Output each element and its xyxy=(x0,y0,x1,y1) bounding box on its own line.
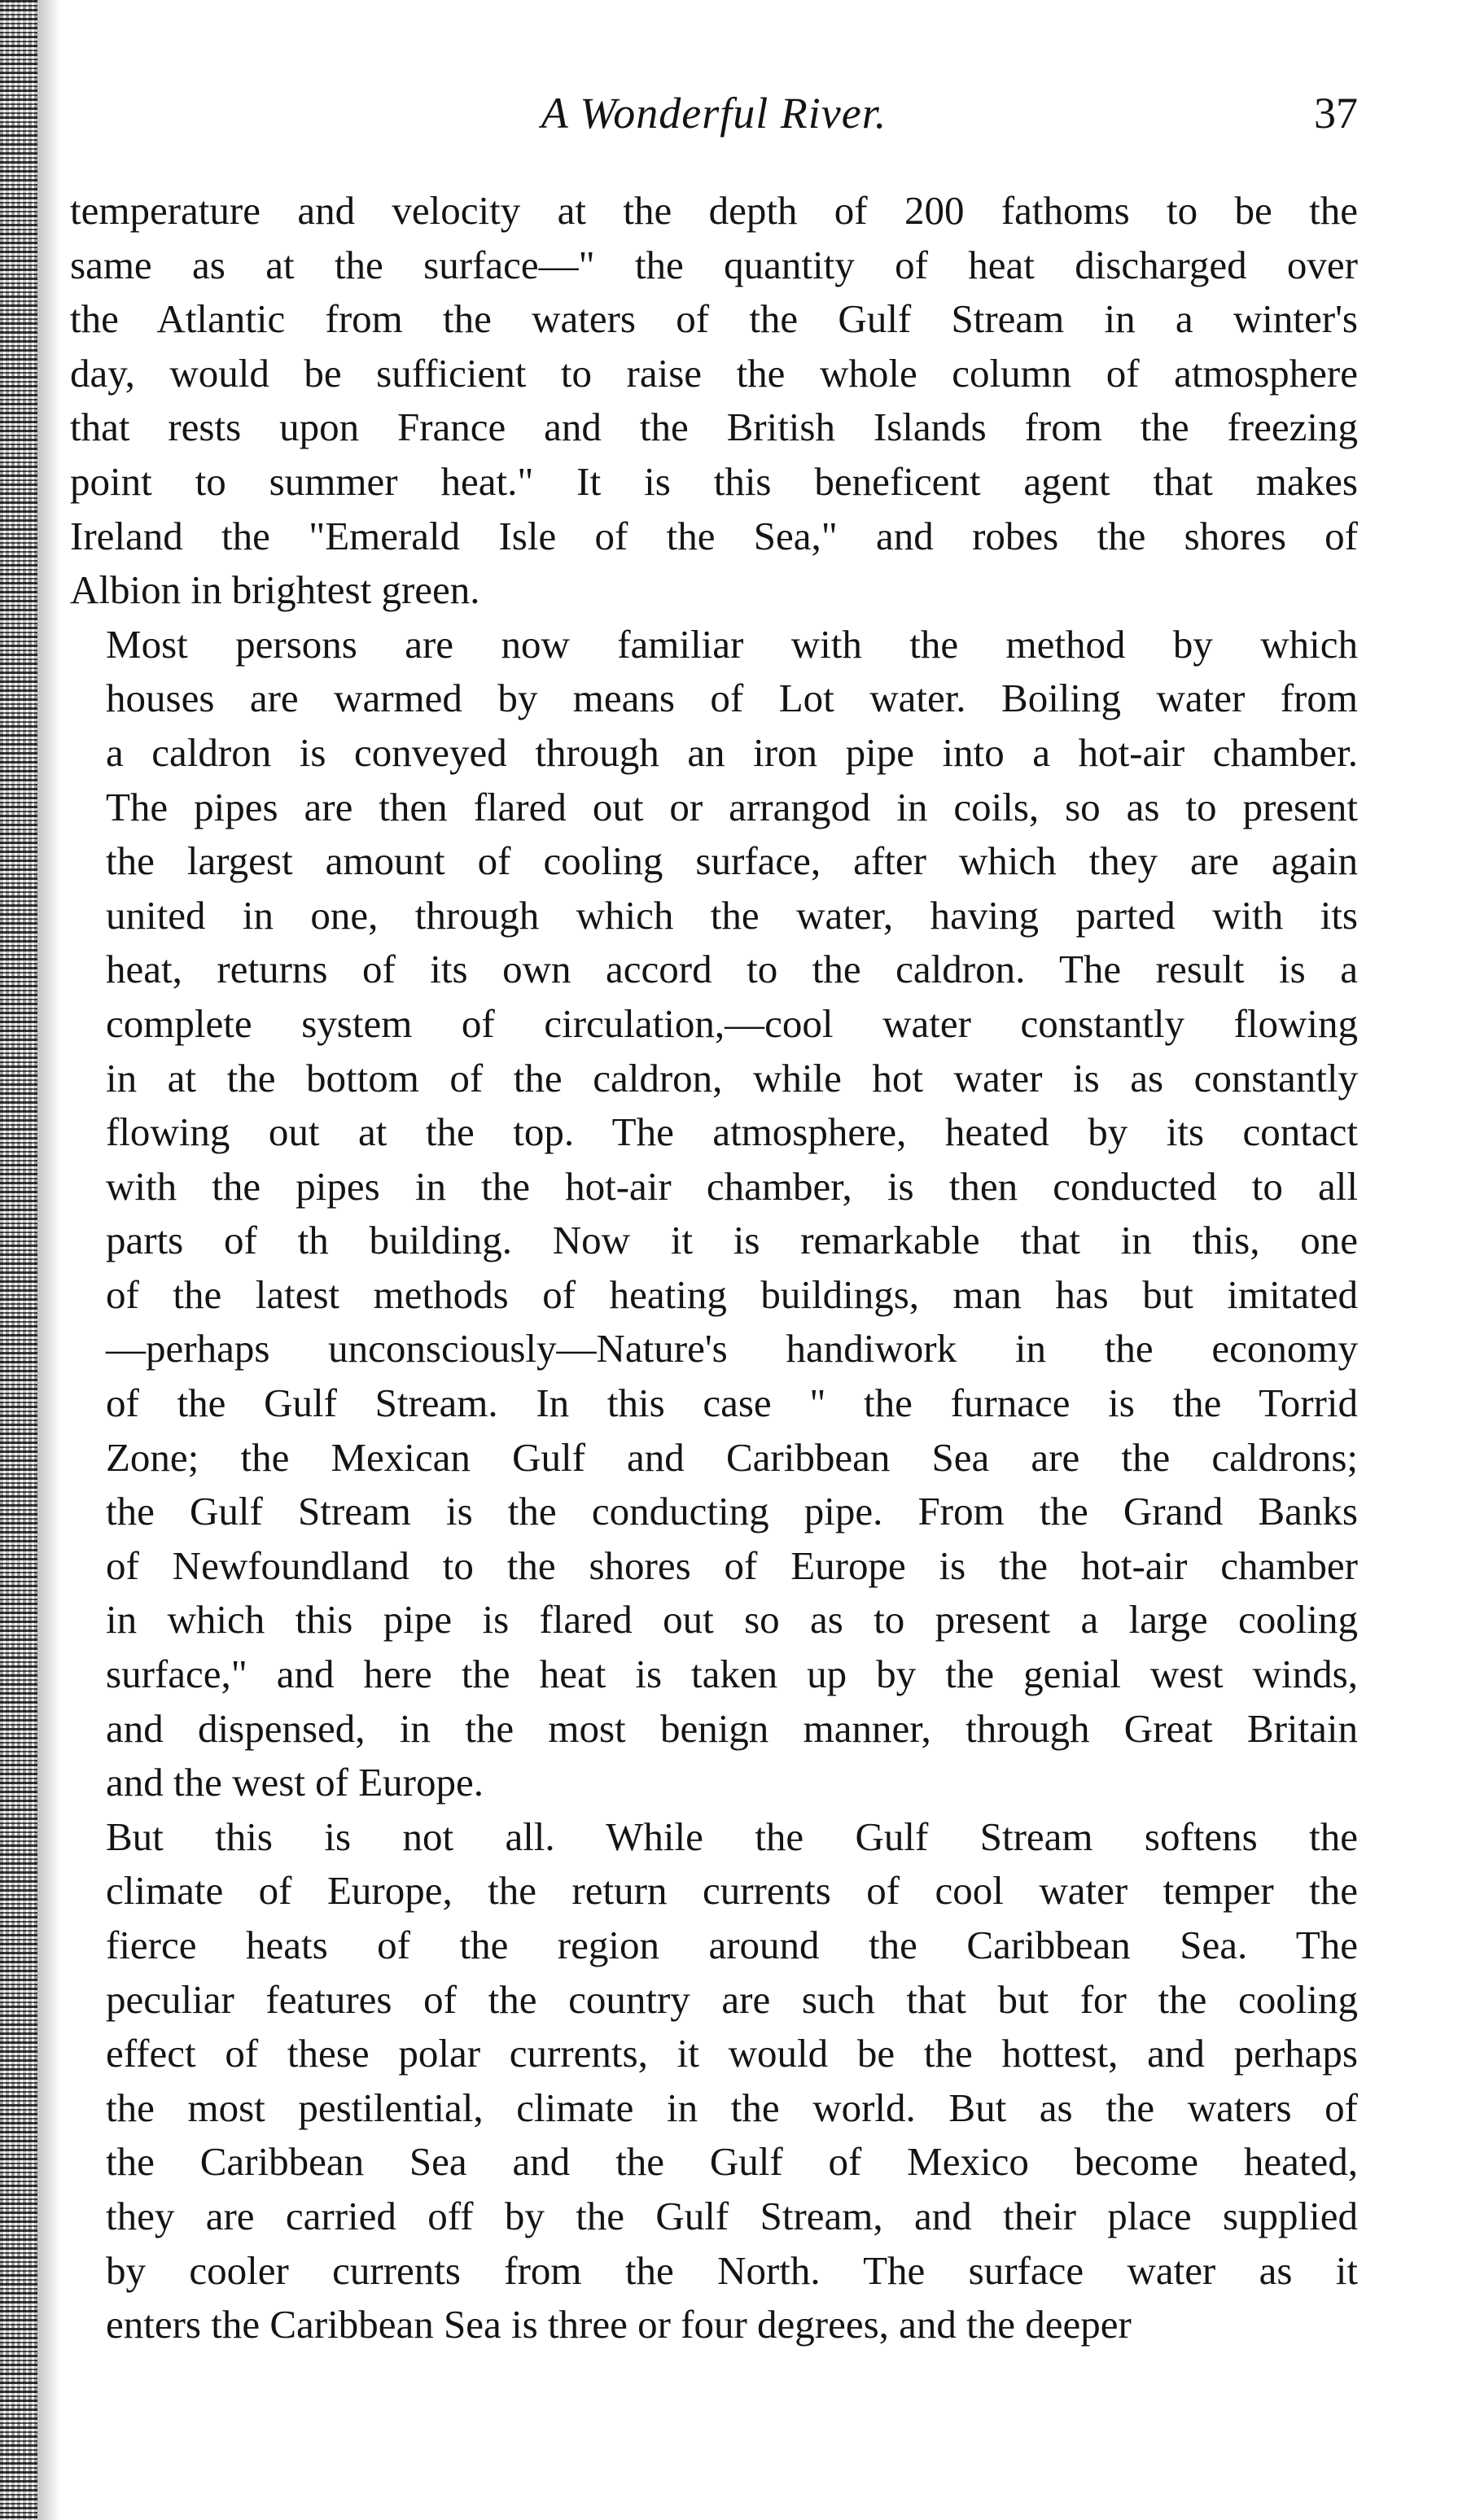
text-line: parts of th building. Now it is remarkable that in this, one xyxy=(106,1218,1358,1263)
text-line: effect of these polar currents, it would be the hottest, and perhaps xyxy=(106,2031,1358,2076)
text-line: heat, returns of its own accord to the caldron. The result is a xyxy=(106,947,1358,992)
text-line: they are carried off by the Gulf Stream, and their place supplied xyxy=(106,2193,1358,2238)
text-line: houses are warmed by means of Lot water. Boiling water from xyxy=(106,676,1358,721)
text-line: in which this pipe is flared out so as to present a large cooling xyxy=(106,1597,1358,1643)
text-line: Most persons are now familiar with the method by which xyxy=(106,621,1358,667)
text-line: point to summer heat." It is this beneficent agent that makes xyxy=(70,458,1358,504)
running-title: A Wonderful River. xyxy=(541,89,887,138)
text-line: of the latest methods of heating buildings, man has but imitated xyxy=(106,1271,1358,1317)
text-line: surface," and here the heat is taken up by the genial west winds, xyxy=(106,1652,1358,1697)
body-text xyxy=(70,184,1358,2352)
text-line: the Gulf Stream is the conducting pipe. From the Grand Banks xyxy=(106,1489,1358,1534)
text-line: the Atlantic from the waters of the Gulf Stream in a winter's xyxy=(70,296,1358,342)
text-line: Zone; the Mexican Gulf and Caribbean Sea are the caldrons; xyxy=(106,1434,1358,1480)
text-line: with the pipes in the hot-air chamber, is then conducted to all xyxy=(106,1163,1358,1209)
text-line: in at the bottom of the caldron, while hot water is as constantly xyxy=(106,1055,1358,1100)
text-line: same as at the surface—" the quantity of heat discharged over xyxy=(70,242,1358,287)
paragraph xyxy=(70,618,1358,1810)
page-number: 37 xyxy=(1314,89,1358,138)
text-line: of Newfoundland to the shores of Europe is the hot-air chamber xyxy=(106,1542,1358,1588)
page-header xyxy=(70,88,1358,153)
text-line: and the west of Europe. xyxy=(106,1760,484,1805)
text-line: the most pestilential, climate in the world. But as the waters of xyxy=(106,2085,1358,2130)
text-line: of the Gulf Stream. In this case " the furnace is the Torrid xyxy=(106,1380,1358,1426)
text-line: that rests upon France and the British Islands from the freezing xyxy=(70,405,1358,450)
text-line: climate of Europe, the return currents of cool water temper the xyxy=(106,1868,1358,1914)
text-line: peculiar features of the country are such that but for the cooling xyxy=(106,1976,1358,2022)
text-line: a caldron is conveyed through an iron pipe into a hot-air chamber. xyxy=(106,729,1358,775)
text-line: the Caribbean Sea and the Gulf of Mexico become heated, xyxy=(106,2139,1358,2185)
paragraph xyxy=(70,1810,1358,2352)
paragraph xyxy=(70,184,1358,618)
text-line: temperature and velocity at the depth of 200 fathoms to be the xyxy=(70,188,1358,233)
text-line: day, would be sufficient to raise the whole column of atmosphere xyxy=(70,350,1358,396)
text-line: enters the Caribbean Sea is three or four degrees, and the deeper xyxy=(106,2302,1132,2347)
text-line: by cooler currents from the North. The surface water as it xyxy=(106,2247,1358,2293)
text-line: complete system of circulation,—cool water constantly flowing xyxy=(106,1000,1358,1046)
text-line: flowing out at the top. The atmosphere, heated by its contact xyxy=(106,1109,1358,1155)
text-line: the largest amount of cooling surface, after which they are again xyxy=(106,838,1358,884)
text-line: and dispensed, in the most benign manner, through Great Britain xyxy=(106,1705,1358,1751)
text-line: The pipes are then flared out or arrangod in coils, so as to present xyxy=(106,784,1358,829)
text-line: Ireland the "Emerald Isle of the Sea," and robes the shores of xyxy=(70,513,1358,558)
text-line: But this is not all. While the Gulf Stream softens the xyxy=(106,1813,1358,1859)
text-line: Albion in brightest green. xyxy=(70,567,480,613)
text-line: united in one, through which the water, having parted with its xyxy=(106,892,1358,938)
page-binding-edge xyxy=(0,0,37,2520)
page-binding-shadow xyxy=(37,0,60,2520)
text-line: fierce heats of the region around the Caribbean Sea. The xyxy=(106,1923,1358,1967)
text-line: —perhaps unconsciously—Nature's handiwork in the economy xyxy=(106,1326,1358,1372)
